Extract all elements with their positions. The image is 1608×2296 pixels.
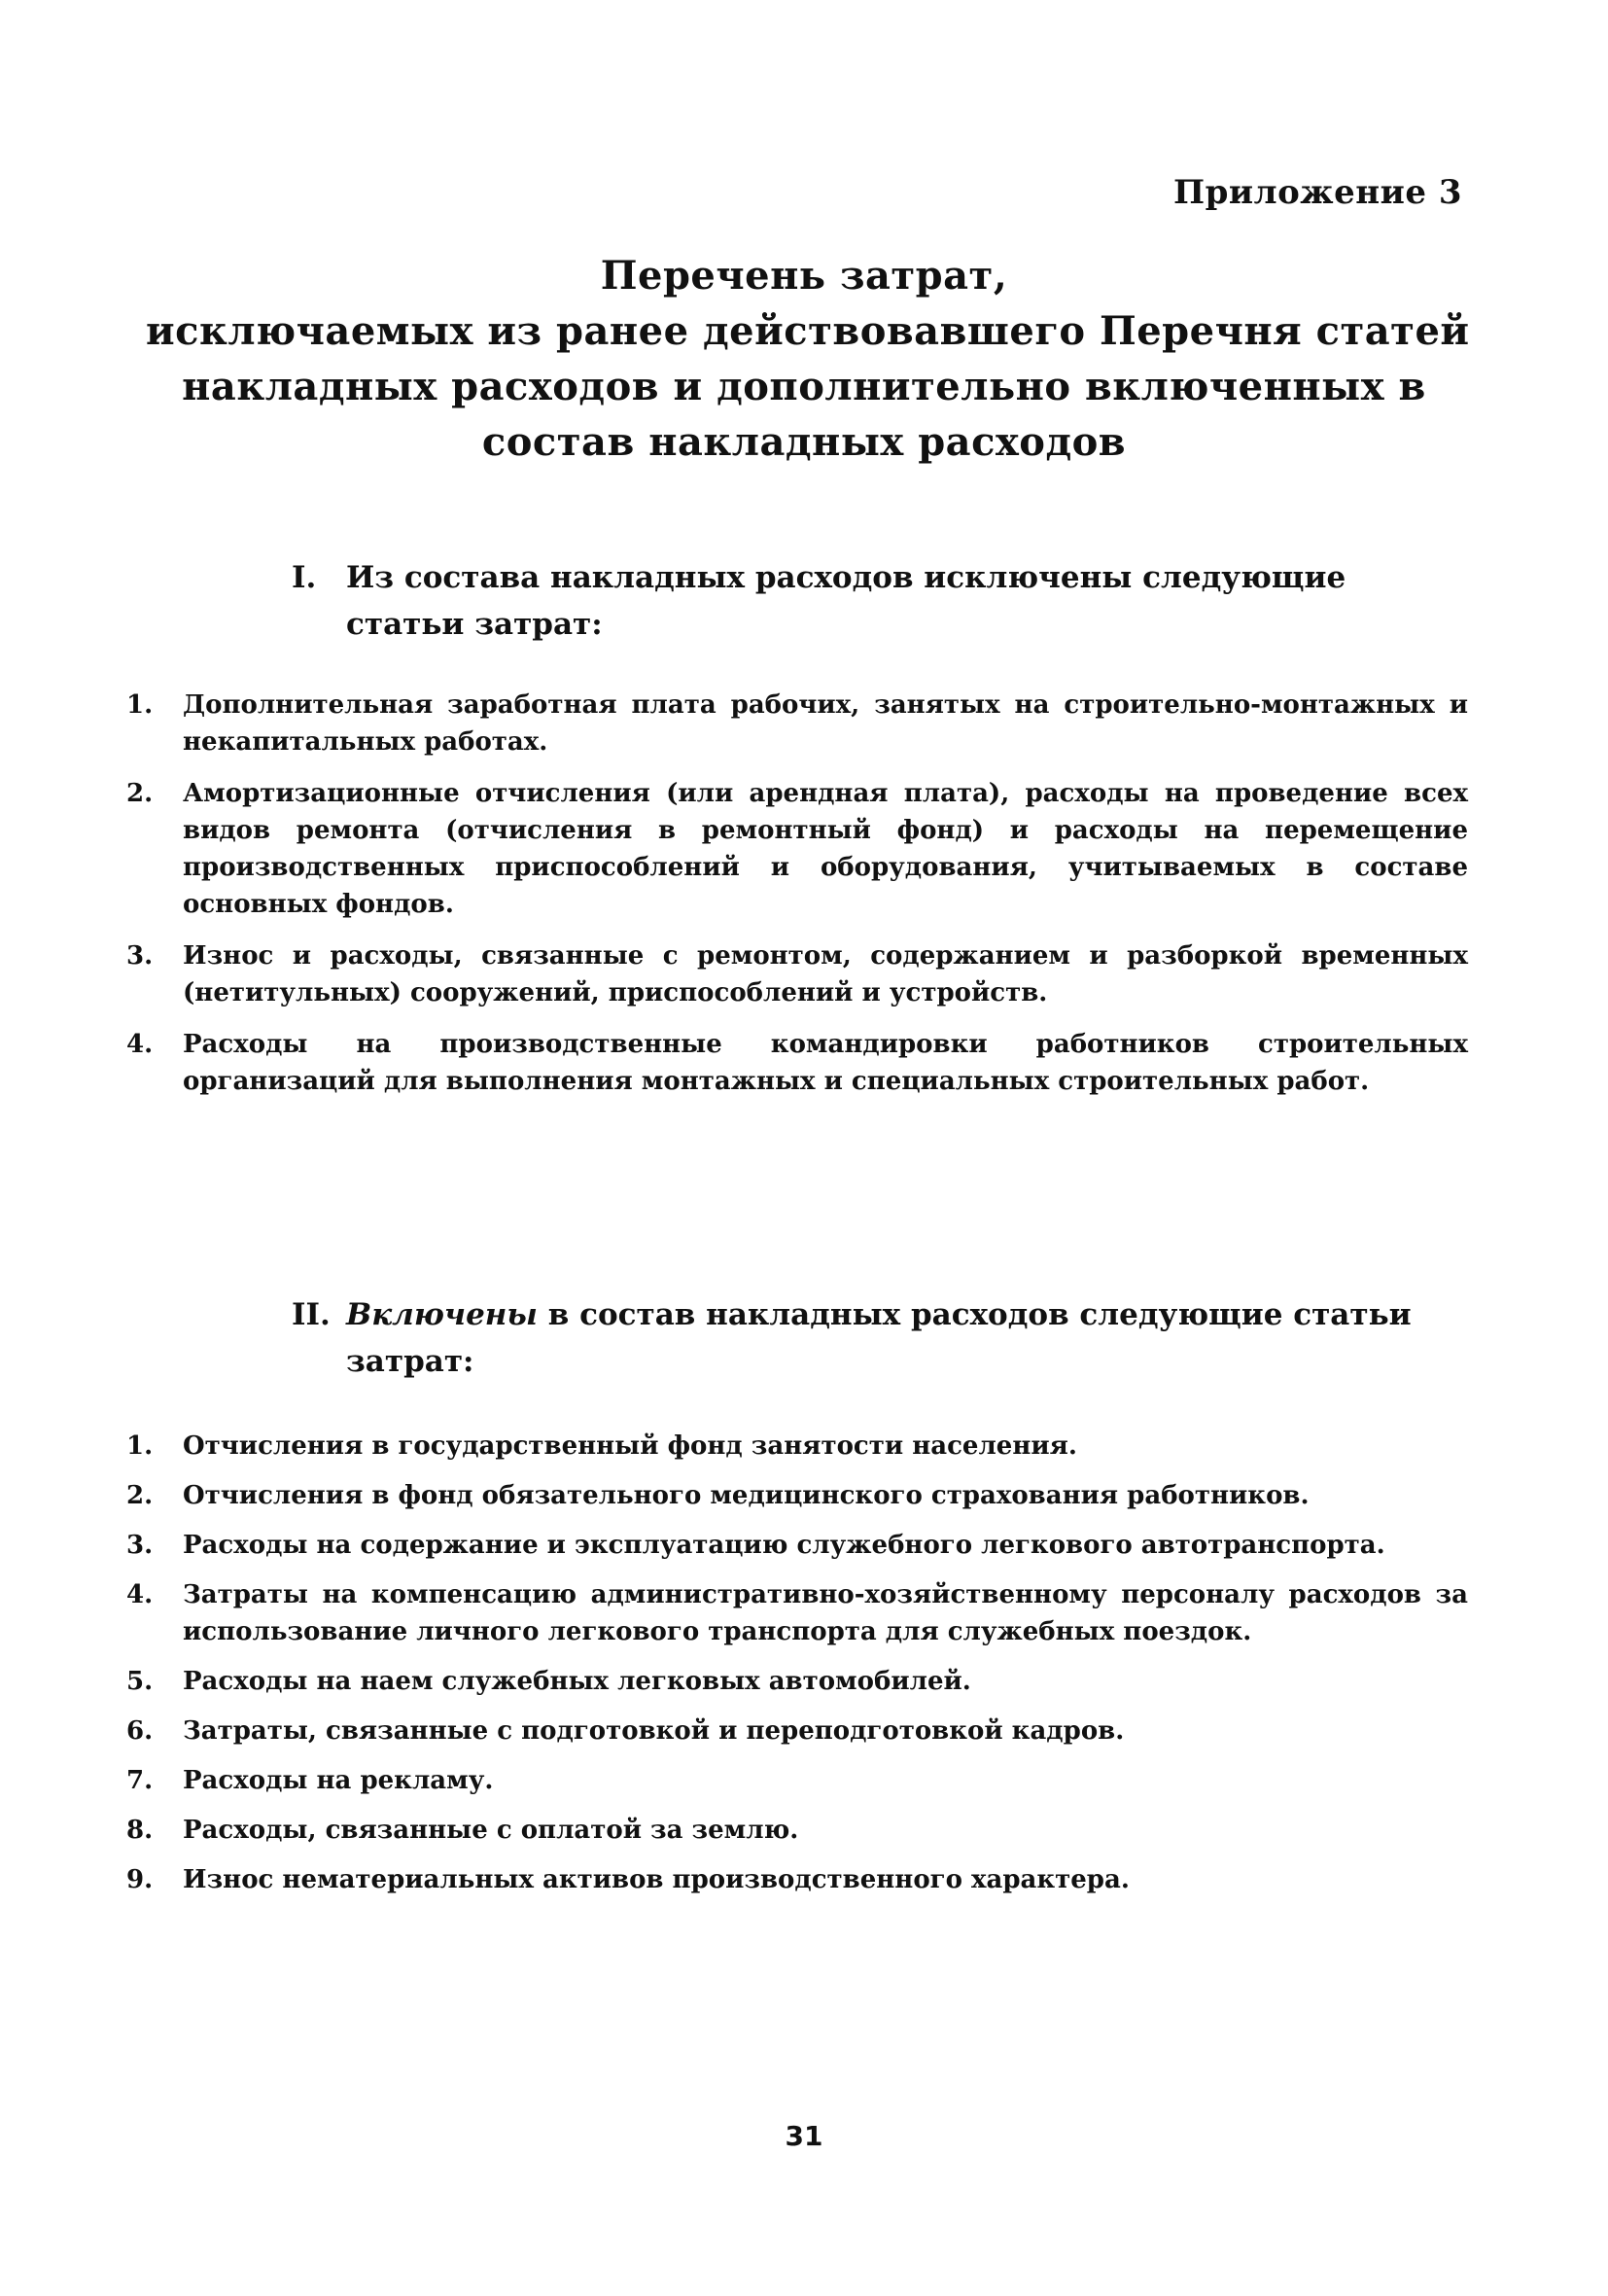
- list-item-text: Расходы на производственные командировки работников строительных организаций для выполнения монтажных и специальных строительных работ.: [183, 1030, 1468, 1096]
- list-item-number: 8.: [126, 1816, 154, 1845]
- list-item: [126, 1663, 1468, 1700]
- list-item: [126, 1713, 1468, 1749]
- list-item-text: Расходы, связанные с оплатой за землю.: [183, 1816, 799, 1845]
- list-item: [126, 1428, 1468, 1465]
- list-item: [126, 1861, 1468, 1898]
- section-2-heading-emphasis: Включены: [346, 1297, 538, 1332]
- section-1-heading-text: Из состава накладных расходов исключены следующие: [346, 560, 1346, 595]
- list-item: [126, 1026, 1468, 1100]
- list-item-number: 7.: [126, 1766, 154, 1795]
- list-item-number: 3.: [126, 941, 154, 971]
- section-2-list: [126, 1428, 1468, 1911]
- list-item: [126, 1812, 1468, 1849]
- document-title: [146, 248, 1470, 470]
- appendix-label: Приложение 3: [1173, 173, 1462, 212]
- list-item-text: Отчисления в государственный фонд занятости населения.: [183, 1431, 1077, 1461]
- section-2-heading-continuation: затрат:: [346, 1344, 474, 1379]
- list-item-number: 3.: [126, 1531, 154, 1560]
- list-item-number: 4.: [126, 1030, 154, 1059]
- list-item: [126, 1527, 1468, 1564]
- list-item-text: Затраты, связанные с подготовкой и переподготовкой кадров.: [183, 1716, 1125, 1746]
- title-line: накладных расходов и дополнительно включенных в: [182, 364, 1426, 409]
- list-item: [126, 937, 1468, 1011]
- list-item-text: Амортизационные отчисления (или арендная плата), расходы на проведение всех видов ремонта (отчисления в ремонтный фонд) и расходы на перемещение производственных приспособлений и оборудования, учитываемых в составе основных фондов.: [183, 779, 1468, 919]
- list-item-number: 4.: [126, 1580, 154, 1609]
- section-2-number: II.: [292, 1297, 331, 1332]
- list-item-text: Отчисления в фонд обязательного медицинского страхования работников.: [183, 1481, 1310, 1510]
- list-item-text: Затраты на компенсацию административно-хозяйственному персоналу расходов за использование личного легкового транспорта для служебных поездок.: [183, 1580, 1468, 1646]
- section-1-list: [126, 687, 1468, 1114]
- list-item-number: 5.: [126, 1667, 154, 1696]
- list-item-number: 6.: [126, 1716, 154, 1746]
- title-line: исключаемых из ранее действовавшего Перечня статей: [146, 308, 1470, 354]
- section-2-heading: [292, 1291, 1439, 1385]
- list-item-number: 1.: [126, 690, 154, 720]
- list-item-text: Расходы на рекламу.: [183, 1766, 494, 1795]
- section-2-heading-text: в состав накладных расходов следующие статьи: [537, 1297, 1412, 1332]
- section-1-heading: [292, 554, 1439, 648]
- page-number: 31: [785, 2120, 823, 2152]
- list-item: [126, 1477, 1468, 1514]
- list-item: [126, 687, 1468, 760]
- list-item-text: Износ и расходы, связанные с ремонтом, содержанием и разборкой временных (нетитульных) сооружений, приспособлений и устройств.: [183, 941, 1468, 1007]
- list-item: [126, 1576, 1468, 1650]
- title-line: состав накладных расходов: [481, 419, 1127, 465]
- title-line: Перечень затрат,: [600, 253, 1008, 299]
- list-item-text: Износ нематериальных активов производственного характера.: [183, 1865, 1130, 1894]
- list-item-number: 1.: [126, 1431, 154, 1461]
- list-item: [126, 775, 1468, 923]
- list-item: [126, 1762, 1468, 1799]
- list-item-text: Расходы на содержание и эксплуатацию служебного легкового автотранспорта.: [183, 1531, 1385, 1560]
- section-1-heading-continuation: статьи затрат:: [346, 607, 603, 642]
- list-item-number: 2.: [126, 1481, 154, 1510]
- list-item-number: 2.: [126, 779, 154, 808]
- list-item-text: Расходы на наем служебных легковых автомобилей.: [183, 1667, 971, 1696]
- list-item-number: 9.: [126, 1865, 154, 1894]
- list-item-text: Дополнительная заработная плата рабочих, занятых на строительно-монтажных и некапитальных работах.: [183, 690, 1468, 757]
- section-1-number: I.: [292, 560, 317, 595]
